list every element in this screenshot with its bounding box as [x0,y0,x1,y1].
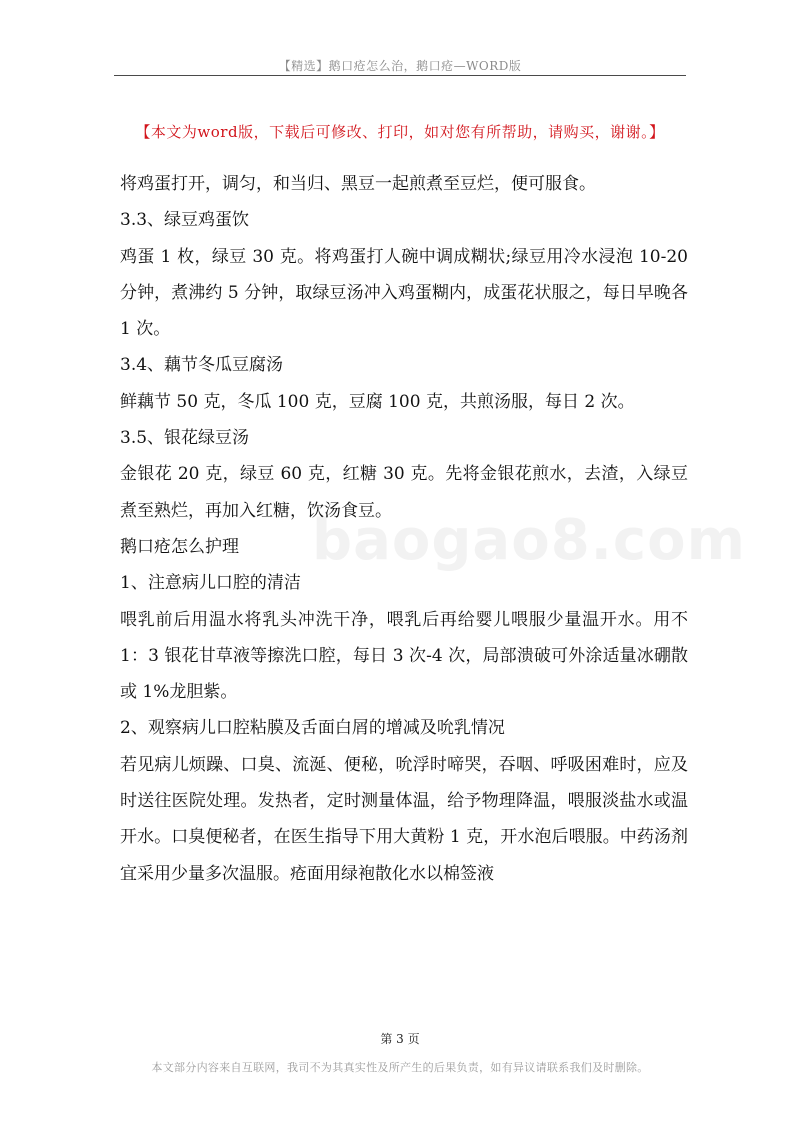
download-notice: 【本文为word版，下载后可修改、打印，如对您有所帮助，请购买，谢谢。】 [135,123,665,141]
heading-care-2: 2、观察病儿口腔粘膜及舌面白屑的增减及吮乳情况 [120,718,505,739]
heading-3-4: 3.4、藕节冬瓜豆腐汤 [120,355,284,376]
paragraph-3-5: 金银花 20 克，绿豆 60 克，红糖 30 克。先将金银花煎水，去渣，入绿豆煮至熟烂，再加入红糖，饮汤食豆。 [120,464,688,521]
header-divider [114,75,686,76]
paragraph-3-3: 鸡蛋 1 枚，绿豆 30 克。将鸡蛋打人碗中调成糊状;绿豆用冷水浸泡 10-20 分钟，煮沸约 5 分钟，取绿豆汤冲入鸡蛋糊内，成蛋花状服之，每日早晚各 1 次。 [120,246,688,340]
page-number: 第 3 页 [380,1032,420,1046]
page-header-title: 【精选】鹅口疮怎么治，鹅口疮—WORD版 [278,59,522,73]
document-body [120,166,688,892]
heading-3-5: 3.5、银花绿豆汤 [120,428,250,449]
footer-disclaimer: 本文部分内容来自互联网，我司不为其真实性及所产生的后果负责，如有异议请联系我们及时删除。 [151,1061,649,1074]
paragraph-egg-preparation: 将鸡蛋打开，调匀，和当归、黑豆一起煎煮至豆烂，便可服食。 [120,174,596,194]
watermark-text: baogao8.com [312,508,746,573]
heading-care: 鹅口疮怎么护理 [120,536,239,557]
heading-3-3: 3.3、绿豆鸡蛋饮 [120,210,250,231]
paragraph-3-4: 鲜藕节 50 克，冬瓜 100 克，豆腐 100 克，共煎汤服，每日 2 次。 [120,391,635,412]
heading-care-1: 1、注意病儿口腔的清洁 [120,573,301,594]
paragraph-care-1: 喂乳前后用温水将乳头冲洗干净，喂乳后再给婴儿喂服少量温开水。用不 1：3 银花甘草液等擦洗口腔，每日 3 次-4 次，局部溃破可外涂适量冰硼散或 1%龙胆紫。 [120,609,688,703]
paragraph-care-2: 若见病儿烦躁、口臭、流涎、便秘，吮浮时啼哭，吞咽、呼吸困难时，应及时送往医院处理。发热者，定时测量体温，给予物理降温，喂服淡盐水或温开水。口臭便秘者，在医生指导下用大黄粉 1 克，开水泡后喂服。中药汤剂宜采用少量多次温服。疮面用绿袍散化水以棉签液 [120,754,688,884]
